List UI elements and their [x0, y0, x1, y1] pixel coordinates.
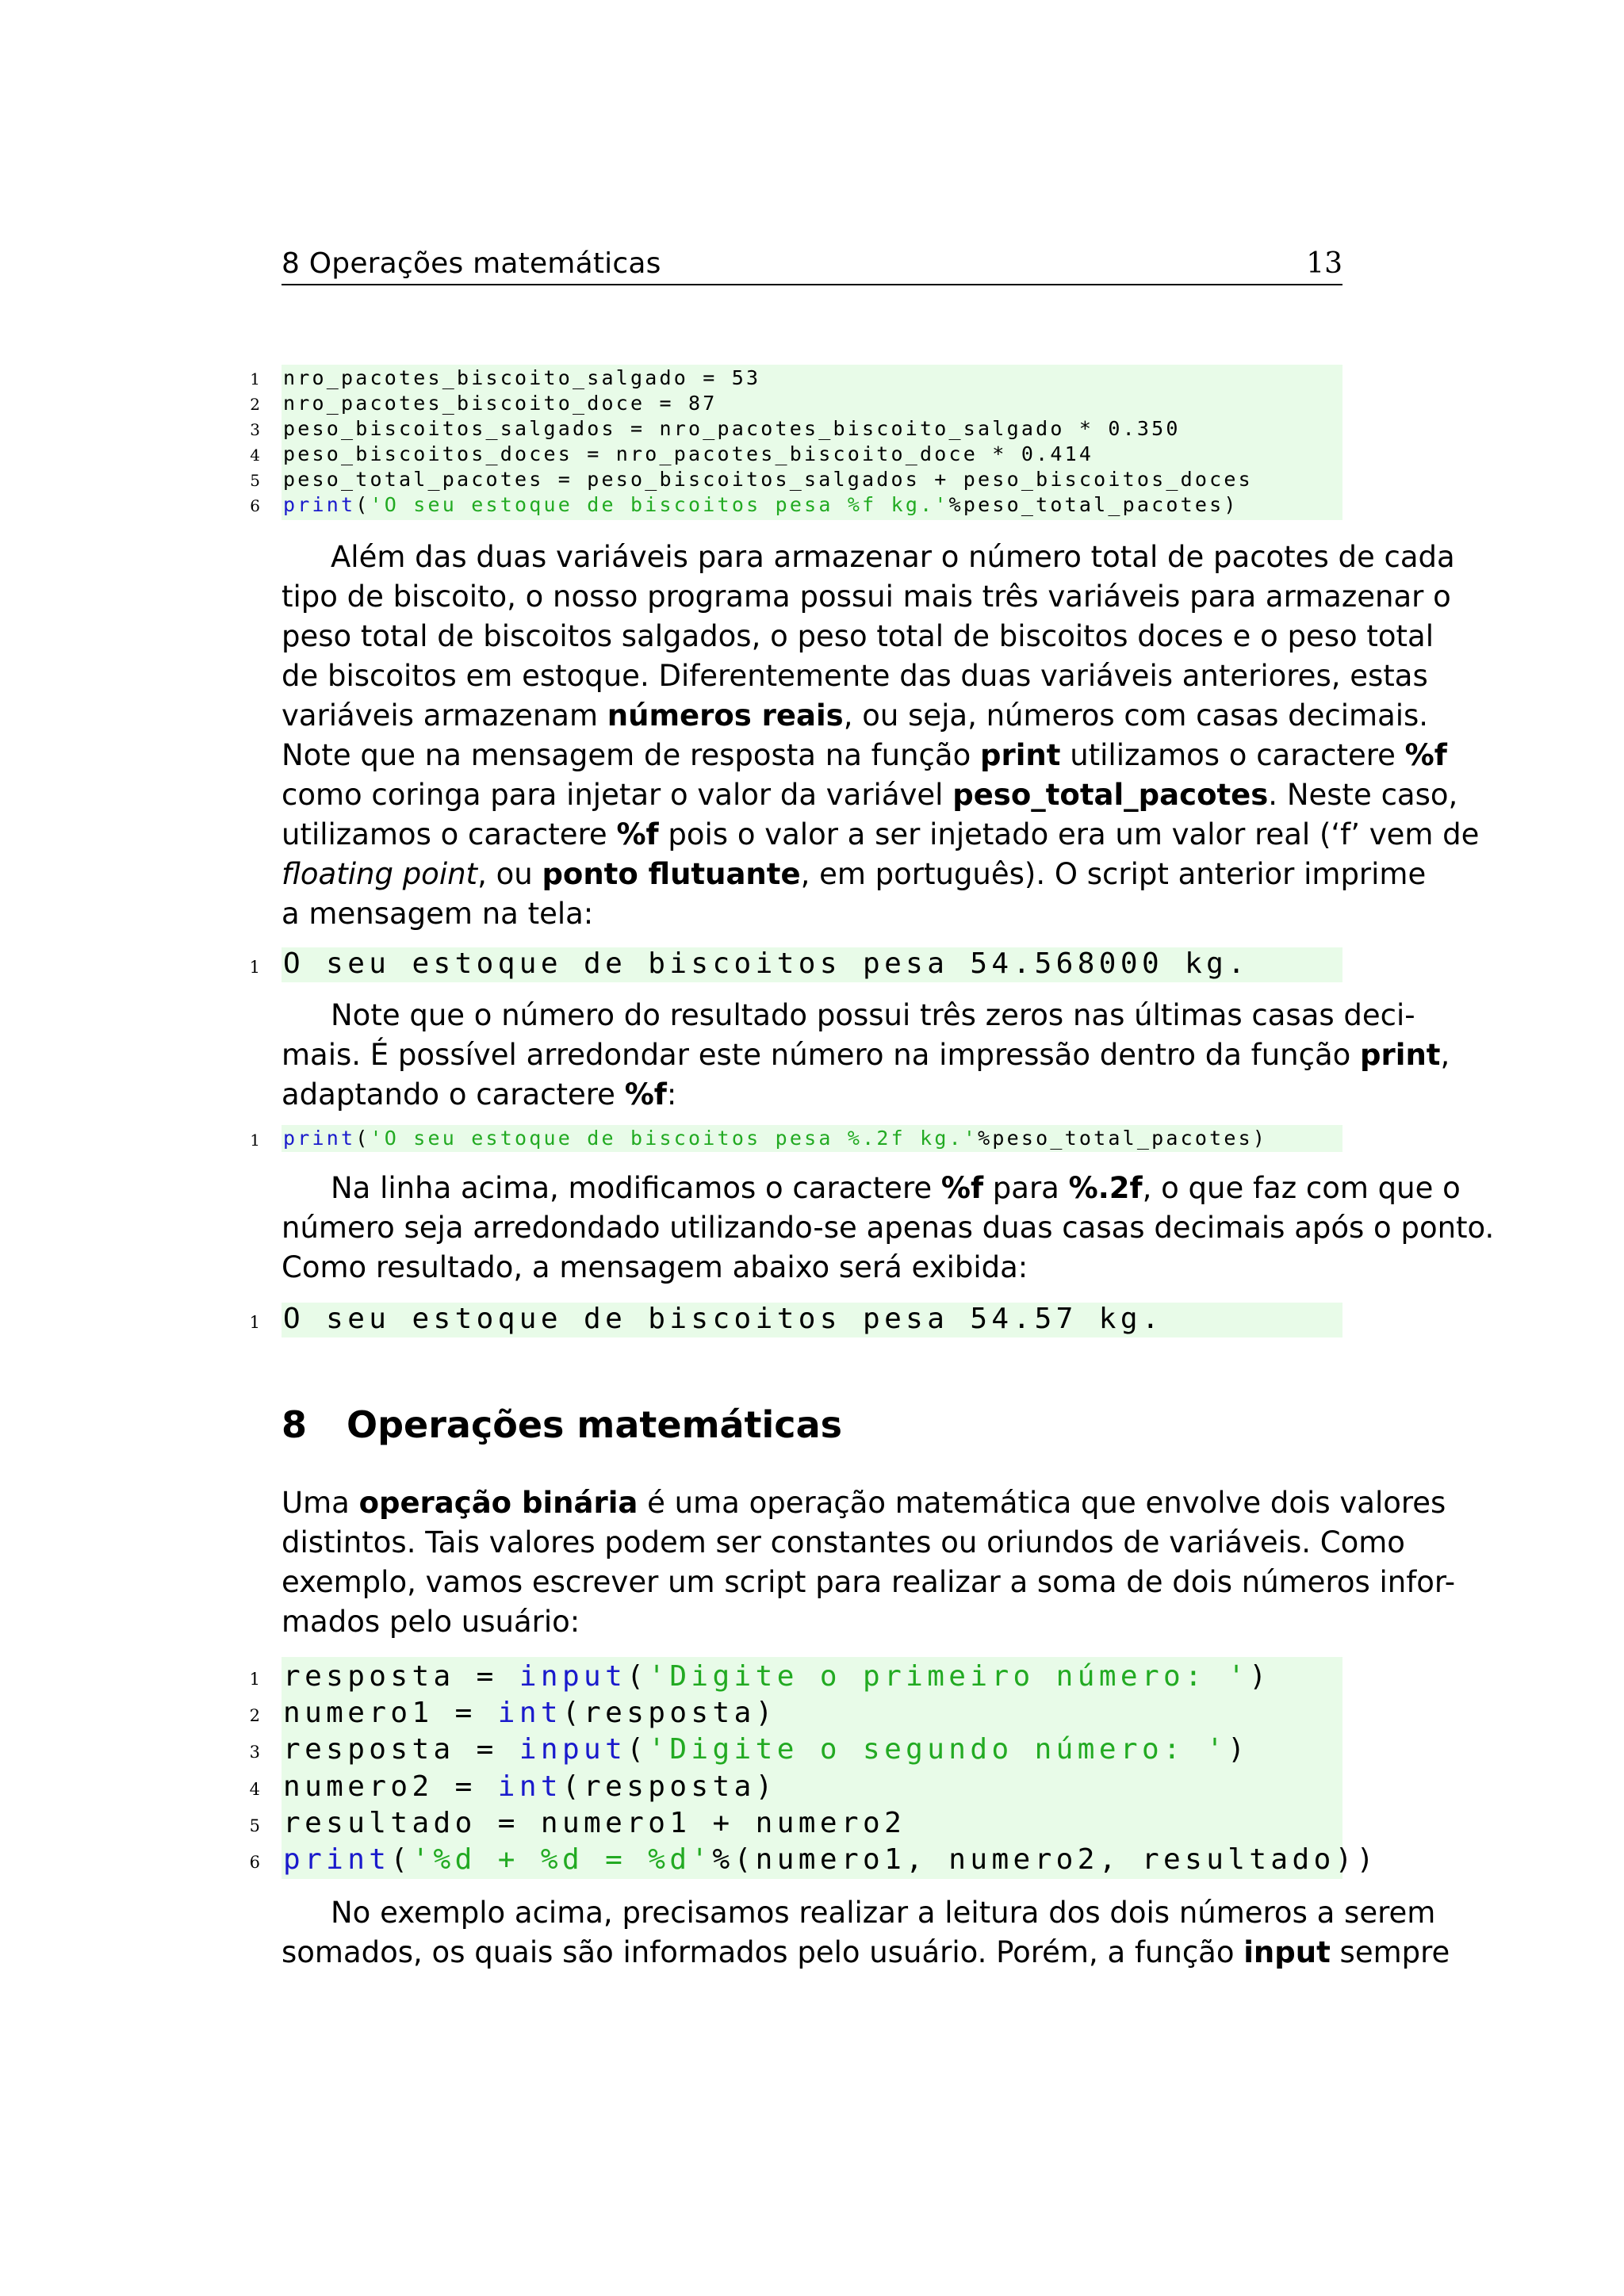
code-text: resposta = — [283, 1660, 519, 1693]
code-line: peso_total_pacotes = peso_biscoitos_salgados + peso_biscoitos_doces — [283, 468, 1253, 491]
text-run: como coringa para injetar o valor da variável — [282, 778, 953, 812]
code-string: 'O seu estoque de biscoitos pesa %f kg.' — [370, 493, 949, 516]
text-line — [282, 1169, 1461, 1208]
code-text: ( — [390, 1843, 412, 1876]
bold-term: %.2f — [1068, 1171, 1143, 1205]
code-text: %(numero1, numero2, resultado)) — [712, 1843, 1378, 1876]
text-line: Além das duas variáveis para armazenar o número total de pacotes de cada — [331, 540, 1455, 574]
bold-term: %f — [1404, 738, 1447, 772]
line-number: 2 — [249, 1706, 260, 1725]
line-number: 3 — [250, 420, 260, 439]
text-line — [282, 1483, 1446, 1523]
code-text: ( — [626, 1660, 649, 1693]
line-number: 6 — [249, 1853, 260, 1872]
paragraph-3 — [282, 1169, 1495, 1288]
text-run: , ou — [477, 857, 542, 891]
bold-term: %f — [624, 1077, 667, 1112]
text-run: : — [666, 1077, 677, 1112]
text-run: Note que na mensagem de resposta na função — [282, 738, 980, 772]
code-text: (resposta) — [561, 1697, 777, 1729]
paragraph-5 — [282, 1893, 1450, 1973]
code-line — [283, 1697, 777, 1729]
text-run: , ou seja, números com casas decimais. — [843, 698, 1429, 733]
line-number: 6 — [250, 496, 260, 515]
code-string: 'Digite o segundo número: ' — [648, 1733, 1228, 1766]
text-line: número seja arredondado utilizando-se apenas duas casas decimais após o ponto. — [282, 1211, 1495, 1245]
line-number: 1 — [249, 1313, 260, 1332]
text-run: para — [983, 1171, 1069, 1205]
text-run: mais. É possível arredondar este número na impressão dentro da função — [282, 1038, 1361, 1072]
text-line — [282, 696, 1429, 736]
code-keyword: input — [519, 1733, 627, 1766]
text-line: No exemplo acima, precisamos realizar a leitura dos dois números a serem — [331, 1896, 1436, 1930]
text-line: Como resultado, a mensagem abaixo será exibida: — [282, 1250, 1028, 1284]
text-line: peso total de biscoitos salgados, o peso total de biscoitos doces e o peso total — [282, 619, 1434, 653]
text-run: Uma — [282, 1486, 359, 1520]
text-run: sempre — [1330, 1935, 1450, 1969]
line-number: 1 — [250, 1131, 260, 1150]
code-line: resultado = numero1 + numero2 — [283, 1807, 906, 1839]
italic-term: floating point — [282, 857, 478, 891]
code-text: ( — [355, 493, 370, 516]
code-line: nro_pacotes_biscoito_salgado = 53 — [283, 366, 761, 389]
code-text: %peso_total_pacotes) — [978, 1127, 1268, 1150]
page-number: 13 — [1306, 247, 1342, 280]
text-line: de biscoitos em estoque. Diferentemente das duas variáveis anteriores, estas — [282, 659, 1428, 693]
text-line — [282, 1035, 1450, 1075]
code-keyword: print — [283, 1127, 356, 1150]
text-run: pois o valor a ser injetado era um valor real (‘f’ vem de — [658, 817, 1480, 851]
line-number: 1 — [249, 958, 260, 977]
header-title: 8 Operações matemáticas — [282, 247, 661, 280]
line-number: 1 — [250, 369, 260, 388]
text-line: exemplo, vamos escrever um script para realizar a soma de dois números infor- — [282, 1565, 1456, 1599]
section-number: 8 — [282, 1403, 308, 1446]
text-run: , em português). O script anterior imprime — [800, 857, 1427, 891]
text-run: adaptando o caractere — [282, 1077, 625, 1112]
text-line: tipo de biscoito, o nosso programa possui mais três variáveis para armazenar o — [282, 580, 1451, 614]
code-text: %peso_total_pacotes) — [948, 493, 1239, 516]
output-block-1 — [249, 947, 1342, 982]
text-line — [282, 1075, 1342, 1115]
text-run: . Neste caso, — [1268, 778, 1458, 812]
text-line: distintos. Tais valores podem ser constantes ou oriundos de variáveis. Como — [282, 1525, 1405, 1559]
bold-term: %f — [616, 817, 659, 851]
text-line: mados pelo usuário: — [282, 1605, 580, 1639]
code-block-2 — [250, 1125, 1342, 1152]
code-text: ) — [1228, 1733, 1250, 1766]
code-text: ( — [626, 1733, 649, 1766]
code-text: resposta = — [283, 1733, 519, 1766]
code-text: (resposta) — [561, 1770, 777, 1803]
text-line: a mensagem na tela: — [282, 897, 594, 931]
code-line: peso_biscoitos_doces = nro_pacotes_biscoito_doce * 0.414 — [283, 442, 1094, 465]
code-line: peso_biscoitos_salgados = nro_pacotes_biscoito_salgado * 0.350 — [283, 417, 1181, 440]
text-line — [282, 855, 1427, 894]
bold-term: operação binária — [358, 1486, 638, 1520]
bold-term: print — [979, 738, 1061, 772]
section-heading — [282, 1403, 842, 1446]
code-string: 'Digite o primeiro número: ' — [648, 1660, 1250, 1693]
code-keyword: int — [497, 1697, 562, 1729]
output-line: O seu estoque de biscoitos pesa 54.568000 kg. — [283, 947, 1250, 980]
code-line — [283, 1843, 1378, 1876]
output-line: O seu estoque de biscoitos pesa 54.57 kg. — [283, 1303, 1164, 1335]
line-number: 4 — [250, 446, 260, 465]
line-number: 5 — [249, 1816, 260, 1835]
paragraph-4 — [282, 1483, 1456, 1642]
code-string: '%d + %d = %d' — [412, 1843, 713, 1876]
code-text: numero2 = — [283, 1770, 498, 1803]
bold-term: input — [1243, 1935, 1331, 1969]
line-number: 4 — [249, 1780, 260, 1799]
code-keyword: input — [519, 1660, 627, 1693]
text-run: variáveis armazenam — [282, 698, 607, 733]
text-line — [282, 1933, 1450, 1973]
output-block-2 — [249, 1303, 1342, 1337]
code-line: nro_pacotes_biscoito_doce = 87 — [283, 392, 718, 415]
text-run: , — [1440, 1038, 1450, 1072]
text-run: Na linha acima, modificamos o caractere — [331, 1171, 941, 1205]
paragraph-2 — [282, 996, 1450, 1115]
code-line — [283, 1733, 1249, 1766]
bold-term: peso_total_pacotes — [952, 778, 1269, 812]
text-line — [282, 815, 1480, 855]
line-number: 1 — [249, 1670, 260, 1689]
code-keyword: print — [283, 1843, 391, 1876]
text-run: utilizamos o caractere — [282, 817, 617, 851]
code-keyword: int — [497, 1770, 562, 1803]
code-keyword: print — [283, 493, 356, 516]
code-line — [283, 1127, 1267, 1150]
text-line — [282, 775, 1458, 815]
code-text: ) — [1249, 1660, 1271, 1693]
text-run: é uma operação matemática que envolve dois valores — [638, 1486, 1446, 1520]
code-block-3 — [249, 1657, 1378, 1879]
paragraph-1 — [282, 538, 1480, 934]
line-number: 5 — [250, 471, 260, 490]
bold-term: números reais — [607, 698, 844, 733]
code-line — [283, 493, 1239, 516]
line-number: 3 — [249, 1743, 260, 1762]
bold-term: print — [1360, 1038, 1441, 1072]
line-number: 2 — [250, 395, 260, 414]
bold-term: %f — [940, 1171, 984, 1205]
code-line — [283, 1770, 777, 1803]
code-string: 'O seu estoque de biscoitos pesa %.2f kg.' — [370, 1127, 979, 1150]
code-block-1 — [250, 365, 1342, 520]
code-text: ( — [355, 1127, 370, 1150]
running-header — [282, 244, 1342, 285]
bold-term: ponto flutuante — [542, 857, 801, 891]
text-run: utilizamos o caractere — [1060, 738, 1405, 772]
text-run: , o que faz com que o — [1142, 1171, 1461, 1205]
text-run: somados, os quais são informados pelo usuário. Porém, a função — [282, 1935, 1244, 1969]
section-title: Operações matemáticas — [347, 1403, 842, 1446]
code-line — [283, 1660, 1270, 1693]
text-line — [282, 736, 1447, 775]
code-text: numero1 = — [283, 1697, 498, 1729]
text-line: Note que o número do resultado possui três zeros nas últimas casas deci- — [331, 998, 1415, 1032]
